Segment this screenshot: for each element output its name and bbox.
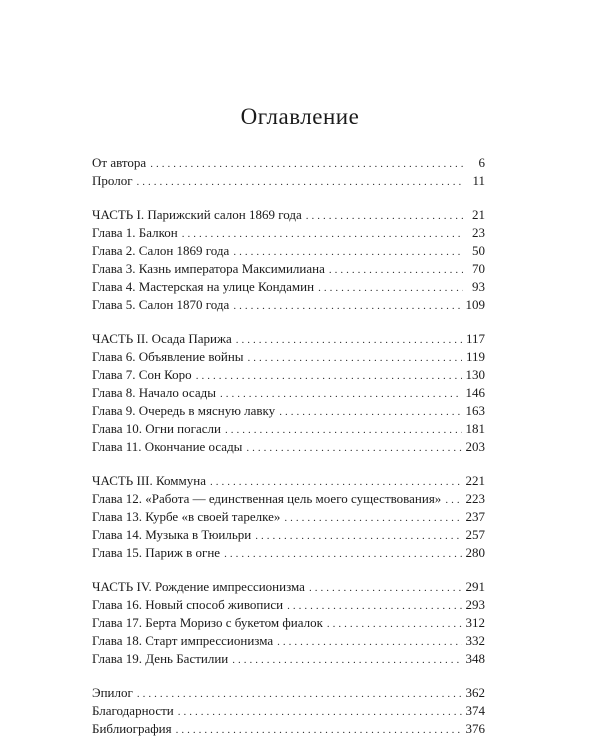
toc-entry: [92, 366, 485, 384]
toc-entry-label: Глава 15. Париж в огне: [92, 545, 221, 560]
dot-leader: [225, 421, 462, 439]
toc-entry-label: Глава 12. «Работа — единственная цель моего существования»: [92, 491, 442, 506]
toc-entry-label: Глава 6. Объявление войны: [92, 349, 244, 364]
toc-entry-page-number: 11: [472, 173, 485, 188]
toc-entry-label: ЧАСТЬ III. Коммуна: [92, 473, 206, 488]
dot-leader: [329, 261, 463, 279]
toc-entry-page-number: 181: [465, 421, 485, 436]
toc-group: [92, 206, 485, 314]
toc-entry: [92, 508, 485, 526]
toc-entry-label: ЧАСТЬ II. Осада Парижа: [92, 331, 232, 346]
toc-entry-page-number: 348: [465, 651, 485, 666]
toc-entry: [92, 172, 485, 190]
toc-entry-label: Глава 13. Курбе «в своей тарелке»: [92, 509, 281, 524]
dot-leader: [182, 225, 463, 243]
toc-entry-page-number: 257: [465, 527, 485, 542]
toc-entry: [92, 472, 485, 490]
toc-entry-label: Глава 17. Берта Моризо с букетом фиалок: [92, 615, 323, 630]
toc-entry-label: Глава 4. Мастерская на улице Кондамин: [92, 279, 315, 294]
toc-entry-label: Глава 19. День Бастилии: [92, 651, 229, 666]
toc-entry-page-number: 376: [465, 721, 485, 736]
toc-entry-label: Глава 1. Балкон: [92, 225, 178, 240]
toc-entry-page-number: 293: [465, 597, 485, 612]
toc-entry-label: Глава 2. Салон 1869 года: [92, 243, 230, 258]
toc-entry: [92, 720, 485, 738]
toc-entry-page-number: 70: [472, 261, 485, 276]
toc-entry-label: От автора: [92, 155, 147, 170]
toc-entry: [92, 420, 485, 438]
toc-entry-page-number: 21: [472, 207, 485, 222]
toc-entry-page-number: 23: [472, 225, 485, 240]
toc-entry: [92, 490, 485, 508]
toc-entry: [92, 402, 485, 420]
toc-entry-label: Глава 5. Салон 1870 года: [92, 297, 230, 312]
toc-entry-page-number: 221: [465, 473, 485, 488]
toc-entry: [92, 260, 485, 278]
toc-entry: [92, 348, 485, 366]
dot-leader: [178, 703, 462, 721]
toc-entry-page-number: 291: [465, 579, 485, 594]
toc-group: [92, 578, 485, 668]
toc-entry-label: Глава 9. Очередь в мясную лавку: [92, 403, 276, 418]
toc-entry: [92, 278, 485, 296]
dot-leader: [287, 597, 461, 615]
toc-entry: [92, 384, 485, 402]
toc-entry-label: Глава 18. Старт импрессионизма: [92, 633, 274, 648]
toc-entry-label: Глава 8. Начало осады: [92, 385, 216, 400]
dot-leader: [224, 545, 461, 563]
table-of-contents: [92, 154, 485, 754]
dot-leader: [445, 491, 461, 509]
toc-entry-label: Пролог: [92, 173, 133, 188]
toc-entry: [92, 614, 485, 632]
toc-entry: [92, 154, 485, 172]
dot-leader: [279, 403, 461, 421]
toc-entry: [92, 684, 485, 702]
dot-leader: [210, 473, 462, 491]
toc-entry-label: Глава 11. Окончание осады: [92, 439, 243, 454]
toc-entry: [92, 650, 485, 668]
page-title: Оглавление: [240, 104, 360, 129]
toc-entry-page-number: 332: [465, 633, 485, 648]
dot-leader: [277, 633, 461, 651]
toc-group: [92, 472, 485, 562]
toc-entry: [92, 242, 485, 260]
dot-leader: [246, 439, 461, 457]
toc-entry-page-number: 362: [465, 685, 485, 700]
dot-leader: [255, 527, 461, 545]
dot-leader: [284, 509, 461, 527]
toc-entry-page-number: 237: [465, 509, 485, 524]
toc-entry-page-number: 312: [465, 615, 485, 630]
dot-leader: [327, 615, 462, 633]
toc-entry-page-number: 163: [465, 403, 485, 418]
toc-entry-page-number: 374: [465, 703, 485, 718]
toc-entry-page-number: 130: [465, 367, 485, 382]
dot-leader: [150, 155, 463, 173]
toc-entry-page-number: 6: [478, 155, 485, 170]
toc-entry: [92, 438, 485, 456]
dot-leader: [236, 331, 462, 349]
toc-entry-label: Глава 14. Музыка в Тюильри: [92, 527, 252, 542]
toc-entry: [92, 224, 485, 242]
toc-entry: [92, 296, 485, 314]
dot-leader: [248, 349, 462, 367]
dot-leader: [196, 367, 462, 385]
dot-leader: [309, 579, 462, 597]
dot-leader: [306, 207, 463, 225]
dot-leader: [233, 243, 463, 261]
toc-entry-page-number: 203: [465, 439, 485, 454]
toc-entry: [92, 526, 485, 544]
toc-entry-page-number: 109: [465, 297, 485, 312]
toc-entry-label: ЧАСТЬ I. Парижский салон 1869 года: [92, 207, 302, 222]
dot-leader: [137, 173, 463, 191]
dot-leader: [220, 385, 462, 403]
toc-entry-label: Глава 7. Сон Коро: [92, 367, 192, 382]
dot-leader: [232, 651, 461, 669]
toc-entry-page-number: 146: [465, 385, 485, 400]
toc-entry: [92, 330, 485, 348]
toc-entry-label: Благодарности: [92, 703, 174, 718]
dot-leader: [137, 685, 462, 703]
toc-entry-label: Глава 3. Казнь императора Максимилиана: [92, 261, 325, 276]
toc-group: [92, 330, 485, 456]
toc-entry: [92, 596, 485, 614]
toc-entry-label: Глава 10. Огни погасли: [92, 421, 221, 436]
toc-entry-label: Глава 16. Новый способ живописи: [92, 597, 284, 612]
toc-entry-label: ЧАСТЬ IV. Рождение импрессионизма: [92, 579, 305, 594]
toc-group: [92, 684, 485, 738]
toc-entry: [92, 206, 485, 224]
toc-entry-page-number: 93: [472, 279, 485, 294]
toc-entry: [92, 632, 485, 650]
toc-group: [92, 154, 485, 190]
toc-entry-page-number: 117: [465, 331, 485, 346]
toc-entry: [92, 578, 485, 596]
toc-entry-label: Библиография: [92, 721, 172, 736]
toc-entry-page-number: 50: [472, 243, 485, 258]
toc-entry-page-number: 223: [465, 491, 485, 506]
toc-entry-page-number: 119: [465, 349, 485, 364]
toc-entry: [92, 702, 485, 720]
dot-leader: [233, 297, 461, 315]
dot-leader: [318, 279, 463, 297]
dot-leader: [176, 721, 462, 739]
toc-entry-label: Эпилог: [92, 685, 133, 700]
toc-entry-page-number: 280: [465, 545, 485, 560]
toc-entry: [92, 544, 485, 562]
